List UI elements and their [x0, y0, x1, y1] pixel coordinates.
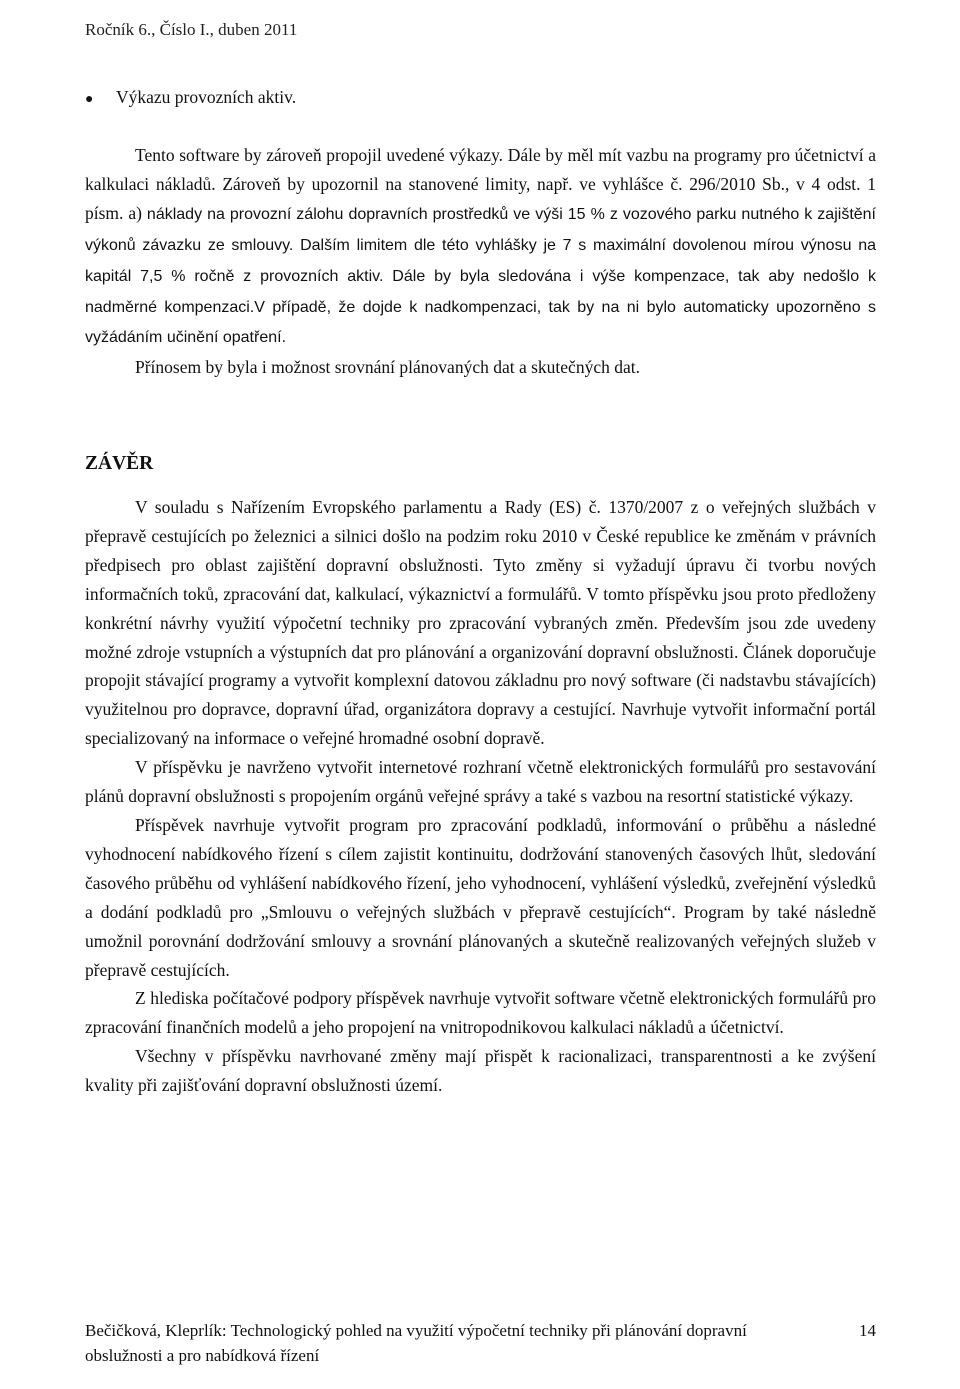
- bullet-icon: ●: [85, 92, 94, 107]
- bullet-text: Výkazu provozních aktiv.: [116, 87, 297, 107]
- intro-section: [85, 141, 876, 382]
- page-footer: [85, 1319, 876, 1368]
- bullet-list-item: [85, 87, 875, 108]
- conclusion-section: [85, 493, 876, 1100]
- intro-paragraph-sans: náklady na provozní zálohu dopravních prostředků ve výši 15 % z vozového parku nutného k zajištění výkonů závazku ze smlouvy. Dalším limitem dle této vyhlášky je 7 s maximální dovolenou mírou výnosu na kapitál 7,5 % ročně z provozních aktiv. Dále by byla sledována i výše kompenzace, tak aby nedošlo k nadměrné kompenzaci.V případě, že dojde k nadkompenzaci, tak by na ni bylo automaticky upozorněno s vyžádáním učinění opatření.: [85, 205, 877, 347]
- conclusion-paragraph: Příspěvek navrhuje vytvořit program pro zpracování podkladů, informování o průběhu a následné vyhodnocení nabídkového řízení s cílem zajistit kontinuitu, dodržování stanovených časových lhůt, sledování časového průběhu od vyhlášení nabídkového řízení, jeho vyhodnocení, vyhlášení výsledků, zveřejnění výsledků a dodání podkladů pro „Smlouvu o veřejných službách v přepravě cestujících“. Program by také následně umožnil porovnání dodržování smlouvy a srovnání plánovaných a skutečně realizovaných veřejných služeb v přepravě cestujících.: [85, 814, 876, 980]
- conclusion-paragraph: Všechny v příspěvku navrhované změny mají přispět k racionalizaci, transparentnosti a ke zvýšení kvality při zajišťování dopravní obslužnosti území.: [85, 1046, 876, 1096]
- page-number: 14: [859, 1321, 876, 1340]
- conclusion-paragraph: Z hlediska počítačové podpory příspěvek navrhuje vytvořit software včetně elektronických formulářů pro zpracování finančních modelů a jeho propojení na vnitropodnikovou kalkulaci nákladů a účetnictví.: [85, 988, 876, 1038]
- section-heading-conclusion: ZÁVĚR: [85, 453, 154, 474]
- footer-citation: Bečičková, Kleprlík: Technologický pohled na využití výpočetní techniky při plánování dopravní obslužnosti a pro nabídková řízení: [85, 1321, 747, 1365]
- conclusion-paragraph: V příspěvku je navrženo vytvořit internetové rozhraní včetně elektronických formulářů pro sestavování plánů dopravní obslužnosti s propojením orgánů veřejné správy a také s vazbou na resortní statistické výkazy.: [85, 757, 876, 807]
- conclusion-paragraph: V souladu s Nařízením Evropského parlamentu a Rady (ES) č. 1370/2007 z o veřejných službách v přepravě cestujících po železnici a silnici došlo na podzim roku 2010 v České republice ke změnám v právních předpisech pro oblast zajištění dopravní obslužnosti. Tyto změny si vyžadují úpravu či tvorbu nových informačních toků, zpracování dat, kalkulací, výkaznictví a formulářů. V tomto příspěvku jsou proto předloženy konkrétní návrhy využití výpočetní techniky pro zpracování vybraných změn. Především jsou zde uvedeny možné zdroje vstupních a výstupních dat pro plánování a organizování dopravní obslužnosti. Článek doporučuje propojit stávající programy a vytvořit komplexní datovou základnu pro nový software (či nadstavbu stávajících) využitelnou pro dopravce, dopravní úřad, organizátora dopravy a cestující. Navrhuje vytvořit informační portál specializovaný na informace o veřejné hromadné osobní dopravě.: [85, 497, 876, 749]
- intro-paragraph-serif: Tento software by zároveň propojil uvedené výkazy. Dále by měl mít vazbu na programy pro účetnictví a kalkulaci nákladů. Zároveň by upozornil na stanovené limity, např. ve vyhlášce č. 296/2010 Sb., v 4 odst. 1 písm. a): [85, 145, 876, 223]
- benefit-paragraph: Přínosem by byla i možnost srovnání plánovaných dat a skutečných dat.: [135, 357, 640, 378]
- intro-paragraph: [85, 141, 876, 353]
- running-head: Ročník 6., Číslo I., duben 2011: [85, 20, 298, 39]
